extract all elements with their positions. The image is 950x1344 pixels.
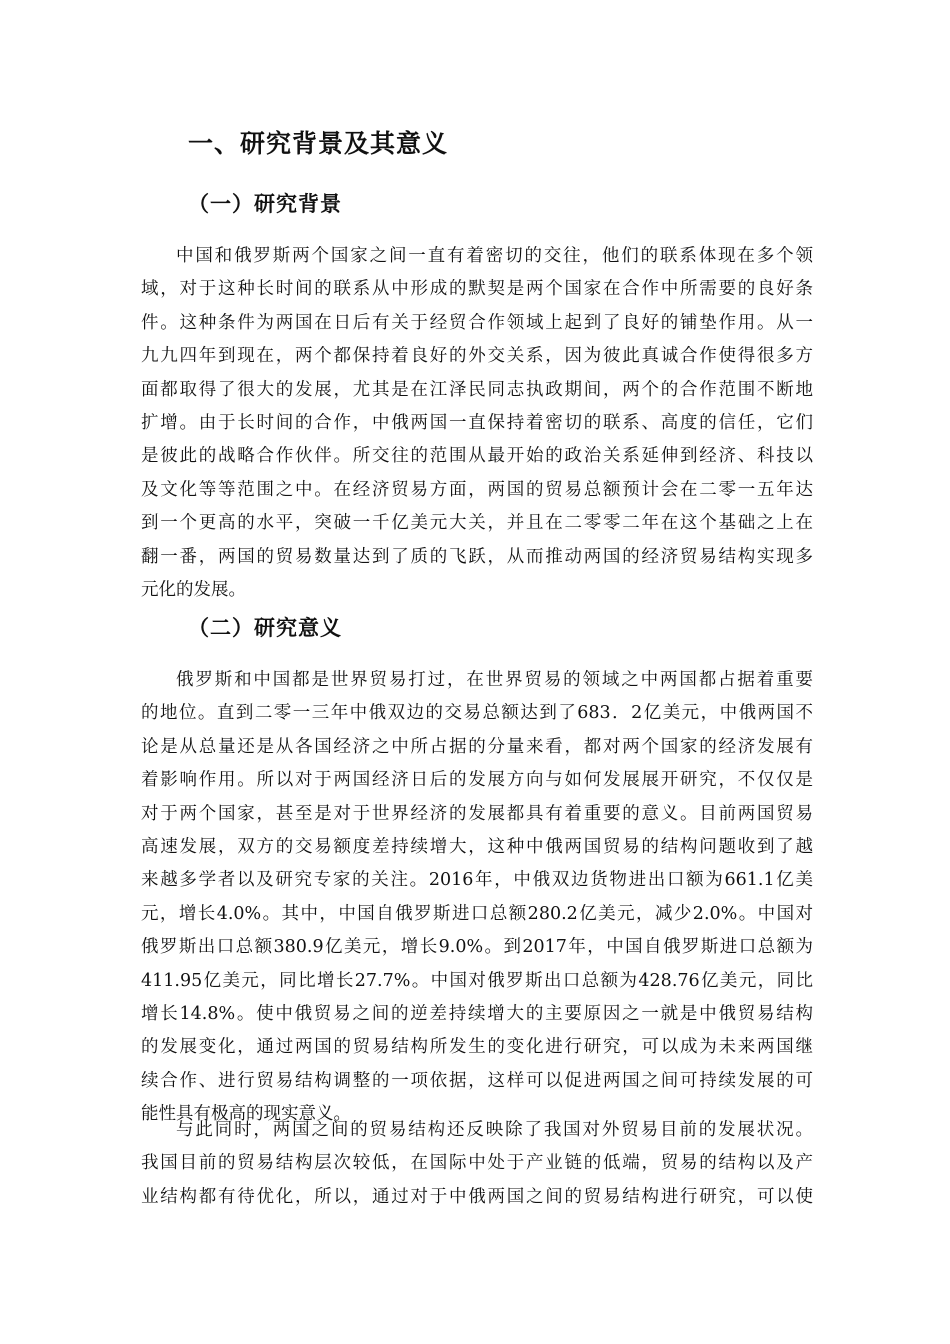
section-heading-significance: （二）研究意义 <box>188 616 342 640</box>
paragraph-line: 与此同时，两国之间的贸易结构还反映除了我国对外贸易目前的发展状况。 <box>176 1120 813 1140</box>
paragraph-line: 的地位。直到二零一三年中俄双边的交易总额达到了683．2亿美元，中俄两国不 <box>141 703 813 724</box>
paragraph-line: 着影响作用。所以对于两国经济日后的发展方向与如何发展展开研究，不仅仅是 <box>141 770 813 791</box>
chapter-heading: 一、研究背景及其意义 <box>188 129 449 158</box>
paragraph-line: 续合作、进行贸易结构调整的一项依据，这样可以促进两国之间可持续发展的可 <box>141 1070 813 1091</box>
paragraph-line: 面都取得了很大的发展，尤其是在江泽民同志执政期间，两个的合作范围不断地 <box>141 379 813 400</box>
paragraph-line: 及文化等等范围之中。在经济贸易方面，两国的贸易总额预计会在二零一五年达 <box>141 479 813 500</box>
background-paragraph <box>141 240 813 607</box>
paragraph-line: 域，对于这种长时间的联系从中形成的默契是两个国家在合作中所需要的良好条 <box>141 279 813 300</box>
paragraph-line: 来越多学者以及研究专家的关注。2016年，中俄双边货物进出口额为661.1亿美 <box>141 870 813 891</box>
paragraph-line: 九九四年到现在，两个都保持着良好的外交关系，因为彼此真诚合作使得很多方 <box>141 346 813 367</box>
paragraph-line: 的发展变化，通过两国的贸易结构所发生的变化进行研究，可以成为未来两国继 <box>141 1037 813 1058</box>
paragraph-line: 业结构都有待优化，所以，通过对于中俄两国之间的贸易结构进行研究，可以使 <box>141 1186 813 1207</box>
paragraph-line: 俄罗斯出口总额380.9亿美元，增长9.0%。到2017年，中国自俄罗斯进口总额为 <box>141 937 813 958</box>
significance-paragraph-2 <box>141 1114 813 1214</box>
paragraph-line: 元化的发展。 <box>141 579 246 600</box>
paragraph-line: 中国和俄罗斯两个国家之间一直有着密切的交往，他们的联系体现在多个领 <box>176 246 813 266</box>
significance-paragraph-1 <box>141 664 813 1131</box>
paragraph-line: 到一个更高的水平，突破一千亿美元大关，并且在二零零二年在这个基础之上在 <box>141 513 813 534</box>
paragraph-line: 411.95亿美元，同比增长27.7%。中国对俄罗斯出口总额为428.76亿美元，同比 <box>141 970 813 991</box>
paragraph-line: 对于两个国家，甚至是对于世界经济的发展都具有着重要的意义。目前两国贸易 <box>141 803 813 824</box>
paragraph-line: 论是从总量还是从各国经济之中所占据的分量来看，都对两个国家的经济发展有 <box>141 736 813 757</box>
paragraph-line: 元，增长4.0%。其中，中国自俄罗斯进口总额280.2亿美元，减少2.0%。中国对 <box>141 903 813 924</box>
paragraph-line: 俄罗斯和中国都是世界贸易打过，在世界贸易的领域之中两国都占据着重要 <box>176 670 813 690</box>
paragraph-line: 我国目前的贸易结构层次较低，在国际中处于产业链的低端，贸易的结构以及产 <box>141 1153 813 1174</box>
paragraph-line: 能性具有极高的现实意义。 <box>141 1104 351 1125</box>
paragraph-line: 翻一番，两国的贸易数量达到了质的飞跃，从而推动两国的经济贸易结构实现多 <box>141 546 813 567</box>
paragraph-line: 高速发展，双方的交易额度差持续增大，这种中俄两国贸易的结构问题收到了越 <box>141 836 813 857</box>
paragraph-line: 是彼此的战略合作伙伴。所交往的范围从最开始的政治关系延伸到经济、科技以 <box>141 446 813 467</box>
paragraph-line: 扩增。由于长时间的合作，中俄两国一直保持着密切的联系、高度的信任，它们 <box>141 412 813 433</box>
paragraph-line: 件。这种条件为两国在日后有关于经贸合作领域上起到了良好的铺垫作用。从一 <box>141 312 813 333</box>
paragraph-line: 增长14.8%。使中俄贸易之间的逆差持续增大的主要原因之一就是中俄贸易结构 <box>141 1003 813 1024</box>
section-heading-background: （一）研究背景 <box>188 192 342 216</box>
